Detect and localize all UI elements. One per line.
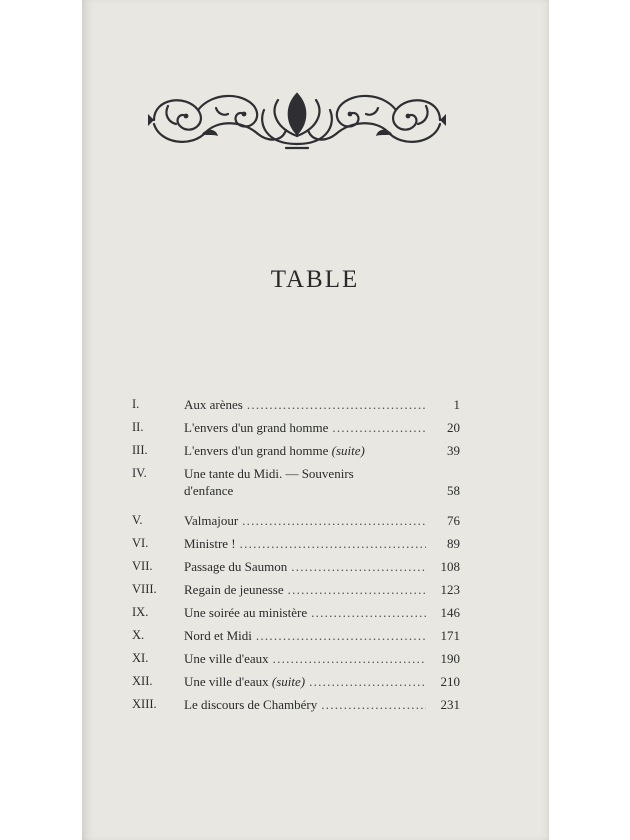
page-number: 190	[440, 651, 460, 666]
chapter-title: Aux arènes	[184, 397, 243, 412]
dot-leader	[240, 535, 426, 552]
page-number: 210	[440, 674, 460, 689]
chapter-title-suffix: (suite)	[331, 443, 365, 458]
chapter-title: Ministre !	[184, 536, 236, 551]
chapter-title-continuation: d'enfance	[184, 483, 234, 498]
toc-entry	[132, 650, 460, 673]
chapter-title: Une tante du Midi. — Souvenirs	[184, 466, 354, 481]
dot-leader	[256, 627, 426, 644]
page-number: 123	[440, 582, 460, 597]
dot-leader	[291, 558, 426, 575]
chapter-number: V.	[132, 513, 143, 527]
dot-leader	[273, 650, 426, 667]
toc-entry	[132, 419, 460, 442]
page-number: 108	[440, 559, 460, 574]
chapter-title: Passage du Saumon	[184, 559, 288, 574]
chapter-number: IX.	[132, 605, 149, 619]
page-number: 171	[440, 628, 460, 643]
page-title: TABLE	[270, 266, 360, 293]
chapter-number: XIII.	[132, 697, 157, 711]
toc-entry	[132, 512, 460, 535]
chapter-number: III.	[132, 443, 148, 457]
dot-leader	[288, 581, 426, 598]
dot-leader	[242, 512, 426, 529]
toc-entry	[132, 558, 460, 581]
page-number: 39	[447, 443, 460, 458]
decorative-headpiece-ornament	[146, 84, 448, 156]
chapter-number: XII.	[132, 674, 153, 688]
toc-entry	[132, 535, 460, 558]
chapter-title: Une soirée au ministère	[184, 605, 308, 620]
chapter-title: Nord et Midi	[184, 628, 252, 643]
toc-entry	[132, 581, 460, 604]
page-number: 146	[440, 605, 460, 620]
toc-entry	[132, 696, 460, 719]
toc-entry	[132, 673, 460, 696]
toc-entry	[132, 396, 460, 419]
page-number: 20	[447, 420, 460, 435]
dot-leader	[309, 673, 426, 690]
page-number: 58	[447, 483, 460, 498]
toc-entry	[132, 465, 460, 512]
chapter-number: XI.	[132, 651, 149, 665]
chapter-title-suffix: (suite)	[271, 674, 306, 689]
page-number: 76	[447, 513, 460, 528]
chapter-number: VII.	[132, 559, 153, 573]
chapter-title: Regain de jeunesse	[184, 582, 284, 597]
chapter-title: Une ville d'eaux	[184, 651, 269, 666]
dot-leader	[311, 604, 426, 621]
dot-leader	[247, 396, 426, 413]
chapter-number: IV.	[132, 466, 147, 480]
toc-entry	[132, 627, 460, 650]
toc-entry	[132, 442, 460, 465]
page-number: 231	[440, 697, 460, 712]
chapter-title: Le discours de Chambéry	[184, 697, 318, 712]
chapter-number: II.	[132, 420, 144, 434]
chapter-number: VIII.	[132, 582, 157, 596]
chapter-title: L'envers d'un grand homme (suite)	[184, 443, 365, 458]
page-number: 89	[447, 536, 460, 551]
chapter-number: I.	[132, 397, 140, 411]
table-of-contents	[132, 396, 460, 719]
chapter-title: Valmajour	[184, 513, 239, 528]
chapter-number: X.	[132, 628, 145, 642]
toc-entry	[132, 604, 460, 627]
dot-leader	[332, 419, 426, 436]
dot-leader	[321, 696, 426, 713]
chapter-number: VI.	[132, 536, 149, 550]
chapter-title: L'envers d'un grand homme	[184, 420, 329, 435]
chapter-title: Une ville d'eaux (suite)	[184, 674, 306, 689]
page-number: 1	[453, 397, 460, 412]
